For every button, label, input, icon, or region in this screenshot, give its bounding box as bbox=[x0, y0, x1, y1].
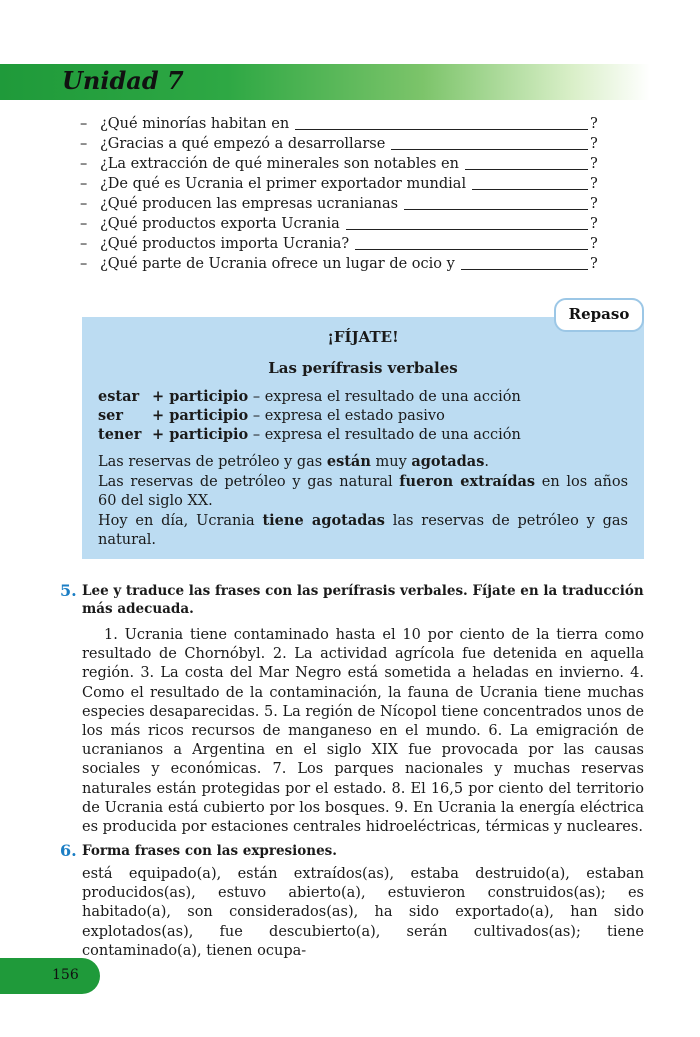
answer-blank[interactable] bbox=[472, 188, 588, 190]
question-item bbox=[80, 194, 600, 214]
question-mark: ? bbox=[590, 236, 598, 252]
question-dash: – bbox=[80, 256, 88, 272]
example-text: en los años 60 del siglo XX. bbox=[98, 474, 629, 509]
question-item bbox=[80, 134, 600, 154]
example-sentence bbox=[98, 472, 628, 511]
question-dash: – bbox=[80, 156, 88, 172]
page-number-tab bbox=[0, 958, 100, 994]
example-text: las reservas de petróleo y gas natural. bbox=[98, 513, 629, 548]
example-highlight: fueron extraídas bbox=[399, 473, 536, 490]
grammar-examples bbox=[98, 452, 628, 550]
example-text: Las reservas de petróleo y gas natural bbox=[98, 474, 400, 490]
question-text: ¿Qué producen las empresas ucranianas bbox=[100, 196, 399, 212]
exercise-5-instruction: Lee y traduce las frases con las perífrasis verbales. Fíjate en la traducción más adecuada. bbox=[82, 583, 644, 617]
repaso-tab: Repaso bbox=[554, 298, 644, 332]
rule-description: – expresa el resultado de una acción bbox=[248, 389, 521, 405]
question-dash: – bbox=[80, 136, 88, 152]
example-sentence bbox=[98, 452, 628, 472]
answer-blank[interactable] bbox=[355, 248, 588, 250]
question-mark: ? bbox=[590, 176, 598, 192]
exercise-6-text bbox=[82, 865, 644, 961]
rule-verb: estar bbox=[98, 388, 140, 405]
answer-blank[interactable] bbox=[295, 128, 588, 130]
rule-description: – expresa el estado pasivo bbox=[248, 408, 445, 424]
question-mark: ? bbox=[590, 196, 598, 212]
answer-blank[interactable] bbox=[404, 208, 588, 210]
question-mark: ? bbox=[590, 256, 598, 272]
rule-form: + participio bbox=[152, 388, 249, 405]
exercise-6-paragraph: está equipado(a), están extraídos(as), estaba destruido(a), estaban producidos(as), estuvo abierto(a), estuvieron construidos(as); es habitado(a), son considerados(as), ha sido exportado(a), han sido explotados(as), fue descubierto(a), serán cultivados(as); tiene contaminado(a), tienen ocupa- bbox=[82, 866, 644, 959]
answer-blank[interactable] bbox=[346, 228, 588, 230]
question-dash: – bbox=[80, 196, 88, 212]
example-text: muy bbox=[370, 454, 412, 470]
question-mark: ? bbox=[590, 156, 598, 172]
answer-blank[interactable] bbox=[461, 268, 588, 270]
rule-description: – expresa el resultado de una acción bbox=[248, 427, 521, 443]
question-text: ¿Qué productos importa Ucrania? bbox=[100, 236, 350, 252]
question-item bbox=[80, 214, 600, 234]
answer-blank[interactable] bbox=[465, 168, 588, 170]
exercise-5-text bbox=[82, 626, 644, 837]
exercise-6-number: 6. bbox=[60, 841, 77, 860]
exercise-6-instruction: Forma frases con las expresiones. bbox=[82, 843, 337, 859]
question-item bbox=[80, 254, 600, 274]
example-sentence bbox=[98, 511, 628, 550]
question-text: ¿Qué minorías habitan en bbox=[100, 116, 290, 132]
exercise-5-paragraph: 1. Ucrania tiene contaminado hasta el 10 por ciento de la tierra como resultado de Chornóbyl. 2. La actividad agrícola fue detenida en aquella región. 3. La costa del Mar Negro está sometida a heladas en invierno. 4. Como el resultado de la contaminación, la fauna de Ucrania tiene muchas especies desaparecidas. 5. La región de Nícopol tiene concentrados unos de los más ricos recursos de manganeso en el mundo. 6. La emigración de ucranianos a Argentina en el siglo XIX fue provocada por las causas sociales y económicas. 7. Los parques nacionales y muchas reservas naturales están protegidas por el estado. 8. El 16,5 por ciento del territorio de Ucrania está cubierto por los bosques. 9. En Ucrania la energía eléctrica es producida por estaciones centrales hidroeléctricas, térmicas y nucleares. bbox=[82, 627, 644, 836]
example-highlight: tiene agotadas bbox=[262, 512, 385, 529]
question-item bbox=[80, 174, 600, 194]
example-highlight: agotadas bbox=[411, 453, 485, 470]
question-text: ¿De qué es Ucrania el primer exportador mundial bbox=[100, 176, 467, 192]
exercise-5-number: 5. bbox=[60, 581, 77, 600]
question-dash: – bbox=[80, 216, 88, 232]
grammar-rule bbox=[98, 426, 521, 443]
rule-form: + participio bbox=[152, 407, 249, 424]
grammar-rule bbox=[98, 388, 521, 405]
question-mark: ? bbox=[590, 136, 598, 152]
question-text: ¿Gracias a qué empezó a desarrollarse bbox=[100, 136, 386, 152]
example-highlight: están bbox=[326, 453, 371, 470]
grammar-rule bbox=[98, 407, 445, 424]
question-item bbox=[80, 154, 600, 174]
question-text: ¿Qué productos exporta Ucrania bbox=[100, 216, 340, 232]
rule-verb: ser bbox=[98, 407, 124, 424]
example-text: Las reservas de petróleo y gas bbox=[98, 454, 327, 470]
question-item bbox=[80, 234, 600, 254]
grammar-box-title: ¡FÍJATE! bbox=[327, 328, 399, 346]
page-number: 156 bbox=[52, 967, 79, 983]
unit-title: Unidad 7 bbox=[62, 66, 184, 95]
question-text: ¿Qué parte de Ucrania ofrece un lugar de ocio y bbox=[100, 256, 455, 272]
question-dash: – bbox=[80, 176, 88, 192]
example-text: Hoy en día, Ucrania bbox=[98, 513, 263, 529]
question-mark: ? bbox=[590, 116, 598, 132]
question-list bbox=[80, 114, 600, 274]
rule-form: + participio bbox=[152, 426, 249, 443]
question-item bbox=[80, 114, 600, 134]
question-dash: – bbox=[80, 236, 88, 252]
question-text: ¿La extracción de qué minerales son notables en bbox=[100, 156, 459, 172]
question-mark: ? bbox=[590, 216, 598, 232]
question-dash: – bbox=[80, 116, 88, 132]
rule-verb: tener bbox=[98, 426, 142, 443]
example-text: . bbox=[484, 454, 489, 470]
grammar-box-subtitle: Las perífrasis verbales bbox=[268, 359, 458, 377]
answer-blank[interactable] bbox=[391, 148, 588, 150]
